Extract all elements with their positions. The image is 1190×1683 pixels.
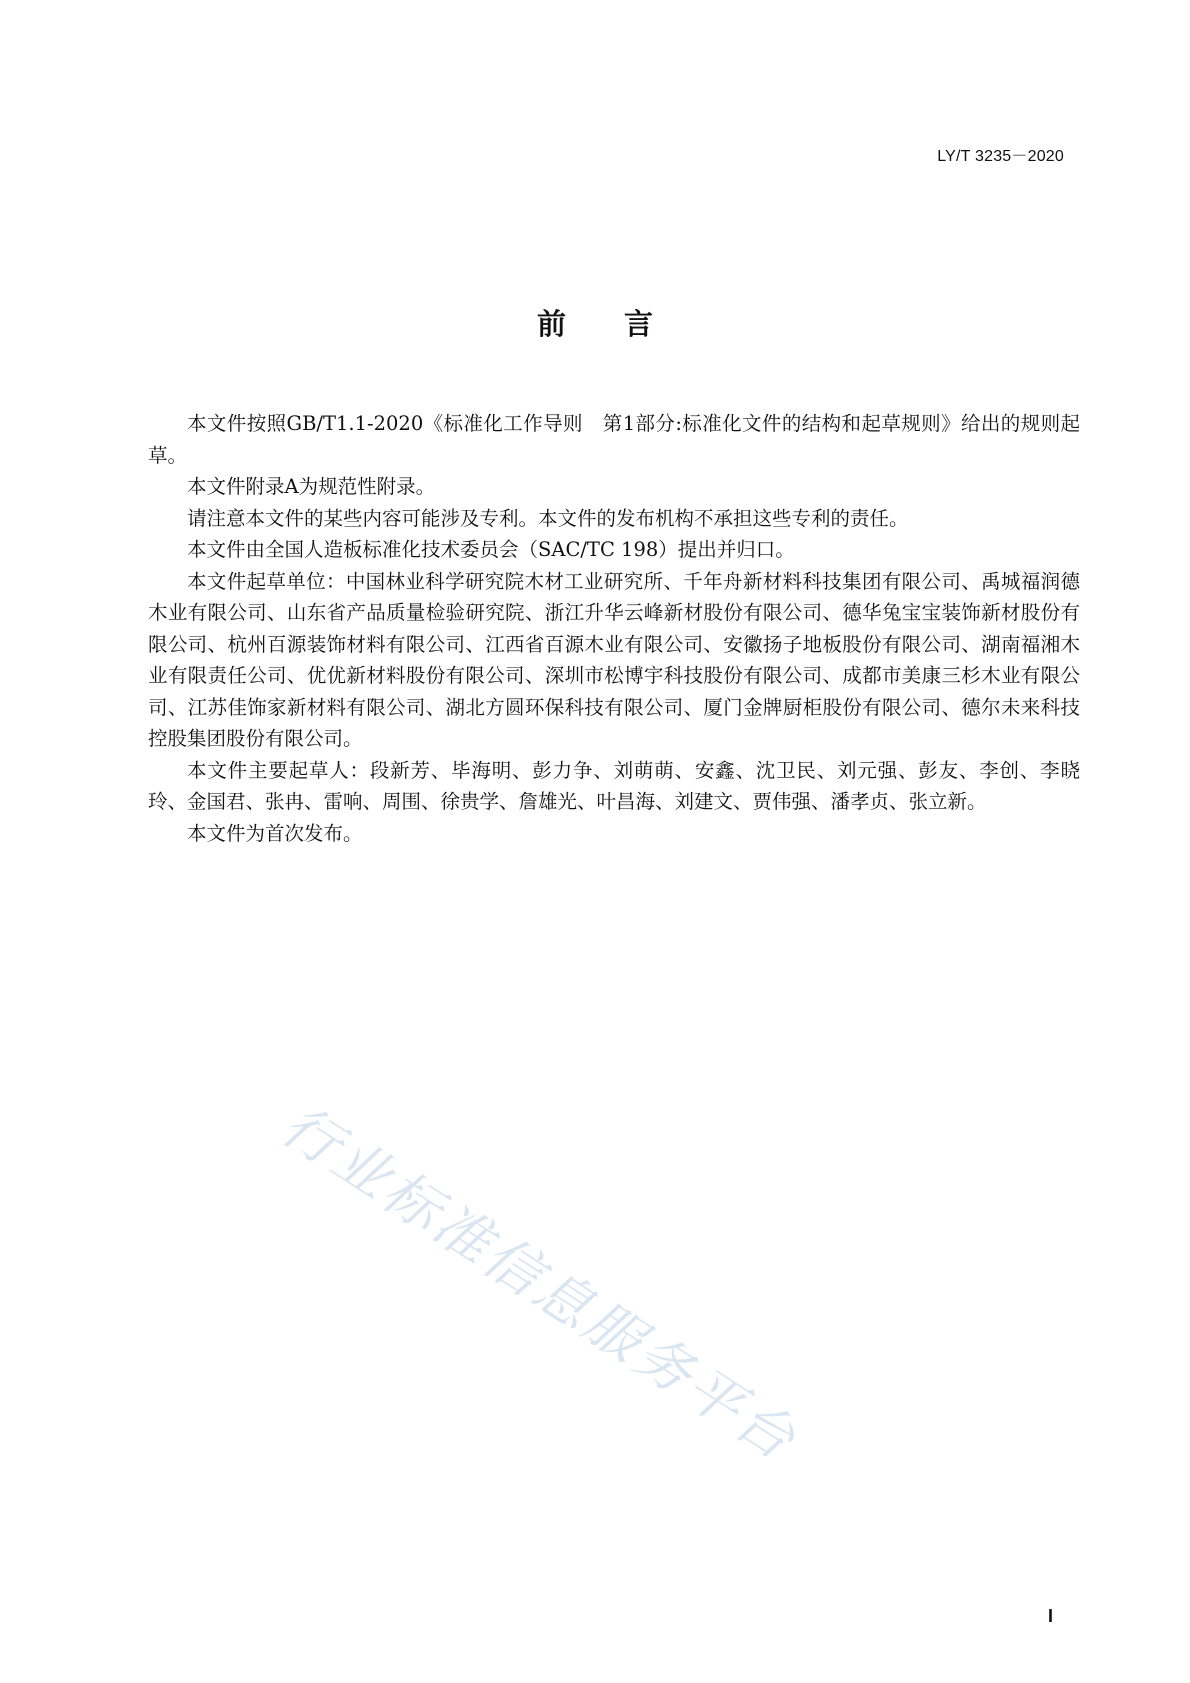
paragraph-drafters: 本文件主要起草人：段新芳、毕海明、彭力争、刘萌萌、安鑫、沈卫民、刘元强、彭友、李创、李晓玲、金国君、张冉、雷响、周围、徐贵学、詹雄光、叶昌海、刘建文、贾伟强、潘孝贞、张立新。	[148, 758, 1080, 813]
page-title: 前言	[536, 307, 711, 341]
paragraph-drafting-units: 本文件起草单位：中国林业科学研究院木材工业研究所、千年舟新材料科技集团有限公司、禹城福润德木业有限公司、山东省产品质量检验研究院、浙江升华云峰新材股份有限公司、德华兔宝宝装饰新材股份有限公司、杭州百源装饰材料有限公司、江西省百源木业有限公司、安徽扬子地板股份有限公司、湖南福湘木业有限责任公司、优优新材料股份有限公司、深圳市松博宇科技股份有限公司、成都市美康三杉木业有限公司、江苏佳饰家新材料有限公司、湖北方圆环保科技有限公司、厦门金牌厨柜股份有限公司、德尔未来科技控股集团股份有限公司。	[148, 569, 1080, 750]
foreword-body	[148, 408, 1080, 849]
paragraph-proposer: 本文件由全国人造板标准化技术委员会（SAC/TC 198）提出并归口。	[187, 538, 795, 561]
paragraph-appendix: 本文件附录A为规范性附录。	[187, 475, 436, 498]
paragraph-drafting-rules: 本文件按照GB/T1.1-2020《标准化工作导则 第1部分:标准化文件的结构和起草规则》给出的规则起草。	[148, 412, 1080, 467]
paragraph-patent-notice: 请注意本文件的某些内容可能涉及专利。本文件的发布机构不承担这些专利的责任。	[187, 506, 909, 530]
watermark: 行业标准信息服务平台	[270, 1093, 809, 1475]
standard-code: LY/T 3235－2020	[937, 148, 1064, 165]
paragraph-first-release: 本文件为首次发布。	[187, 821, 363, 845]
page-number: I	[1047, 1606, 1053, 1626]
